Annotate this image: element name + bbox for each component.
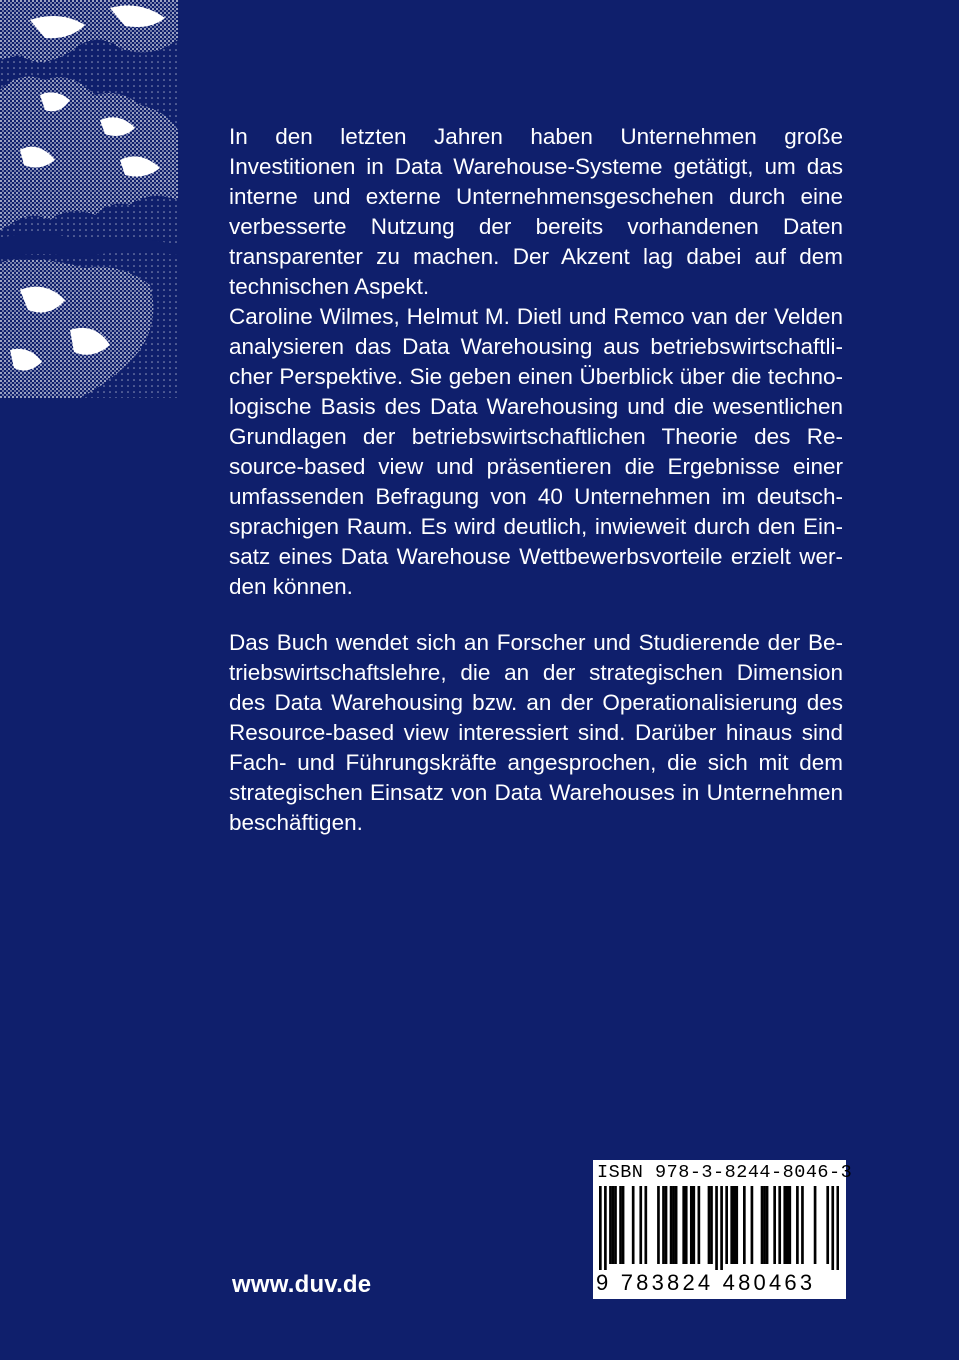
barcode-bar [773, 1186, 776, 1264]
barcode-bar [690, 1186, 693, 1264]
barcode-bar [708, 1186, 711, 1264]
barcode-bar [733, 1186, 736, 1264]
publisher-website[interactable]: www.duv.de [232, 1271, 372, 1298]
barcode-bar [715, 1186, 718, 1270]
barcode-bar [735, 1186, 738, 1264]
isbn-label: ISBN 978-3-8244-8046-3 [597, 1162, 853, 1183]
barcode-bar [763, 1186, 766, 1264]
barcode-bar [826, 1186, 829, 1264]
barcode-bar [730, 1186, 733, 1264]
barcode-bar [609, 1186, 612, 1264]
barcode-bars [599, 1186, 839, 1270]
paragraph-text: Das Buch wendet sich an Forscher und Studierende der Betriebswirtschaftslehre, die an der strategischen Dimension des Data Warehousing bzw. an der Operationalisierung des Resource-based view interessiert sind. Darüber hinaus sind Fach- und Führungskräfte angesprochen, die sich mit dem strategischen Einsatz von Data Warehouses in Unternehmen beschäftigen. [229, 630, 843, 835]
barcode-bar [675, 1186, 678, 1264]
barcode-bar [788, 1186, 791, 1264]
barcode-bar [801, 1186, 804, 1264]
barcode-bar [725, 1186, 728, 1264]
barcode-bar [751, 1186, 754, 1264]
barcode-bar [761, 1186, 764, 1264]
barcode-bar [720, 1186, 723, 1270]
barcode-bar [639, 1186, 642, 1264]
barcode-bar [831, 1186, 834, 1270]
barcode-bar [644, 1186, 647, 1264]
barcode-bar [632, 1186, 635, 1264]
barcode-bar [766, 1186, 769, 1264]
world-map-icon [0, 0, 178, 398]
barcode-bar [604, 1186, 607, 1270]
barcode-bar [814, 1186, 817, 1264]
barcode-bar [612, 1186, 615, 1264]
barcode-bar [836, 1186, 839, 1270]
world-map-illustration [0, 0, 178, 398]
barcode-bar [619, 1186, 622, 1264]
barcode-bar [743, 1186, 746, 1264]
isbn-barcode [593, 1160, 853, 1299]
barcode-bar [622, 1186, 625, 1264]
description-paragraph-2 [229, 302, 843, 602]
barcode-bar [672, 1186, 675, 1264]
barcode-bar [698, 1186, 701, 1264]
barcode-bar [665, 1186, 668, 1264]
barcode-bar [710, 1186, 713, 1264]
paragraph-text: Caroline Wilmes, Helmut M. Dietl und Remco van der Velden analysieren das Data Warehousing aus betriebswirtschaftlicher Perspektive. Sie geben einen Überblick über die technologische Basis des Data Warehousing und die wesentlichen Grundlagen der betriebswirtschaftlichen Theorie des Resource-based view und präsentieren die Ergebnisse einer umfassenden Befragung von 40 Unternehmen im deutschsprachigen Raum. Es wird deutlich, inwieweit durch den Einsatz eines Data Warehouse Wettbewerbsvorteile erzielt werden können. [229, 304, 843, 599]
barcode-bar [796, 1186, 799, 1264]
barcode-bar [657, 1186, 660, 1264]
barcode-bar [692, 1186, 695, 1264]
description-paragraph-3 [229, 628, 843, 838]
barcode-bar [685, 1186, 688, 1264]
description-paragraph-1 [229, 122, 843, 302]
barcode-bar [783, 1186, 786, 1264]
barcode-bar [670, 1186, 673, 1264]
barcode-bar [778, 1186, 781, 1264]
barcode-bar [786, 1186, 789, 1264]
barcode-bar [662, 1186, 665, 1264]
barcode-bar [682, 1186, 685, 1264]
paragraph-text: In den letzten Jahren haben Unternehmen große Investitionen in Data Warehouse-Systeme getätigt, um das interne und externe Unternehmensgeschehen durch eine verbesserte Nutzung der bereits vorhandenen Daten transparenter zu machen. Der Akzent lag dabei auf dem technischen Aspekt. [229, 124, 843, 299]
ean-digits: 9 783824 480463 [596, 1270, 816, 1295]
barcode-bar [614, 1186, 617, 1264]
barcode-bar [599, 1186, 602, 1270]
